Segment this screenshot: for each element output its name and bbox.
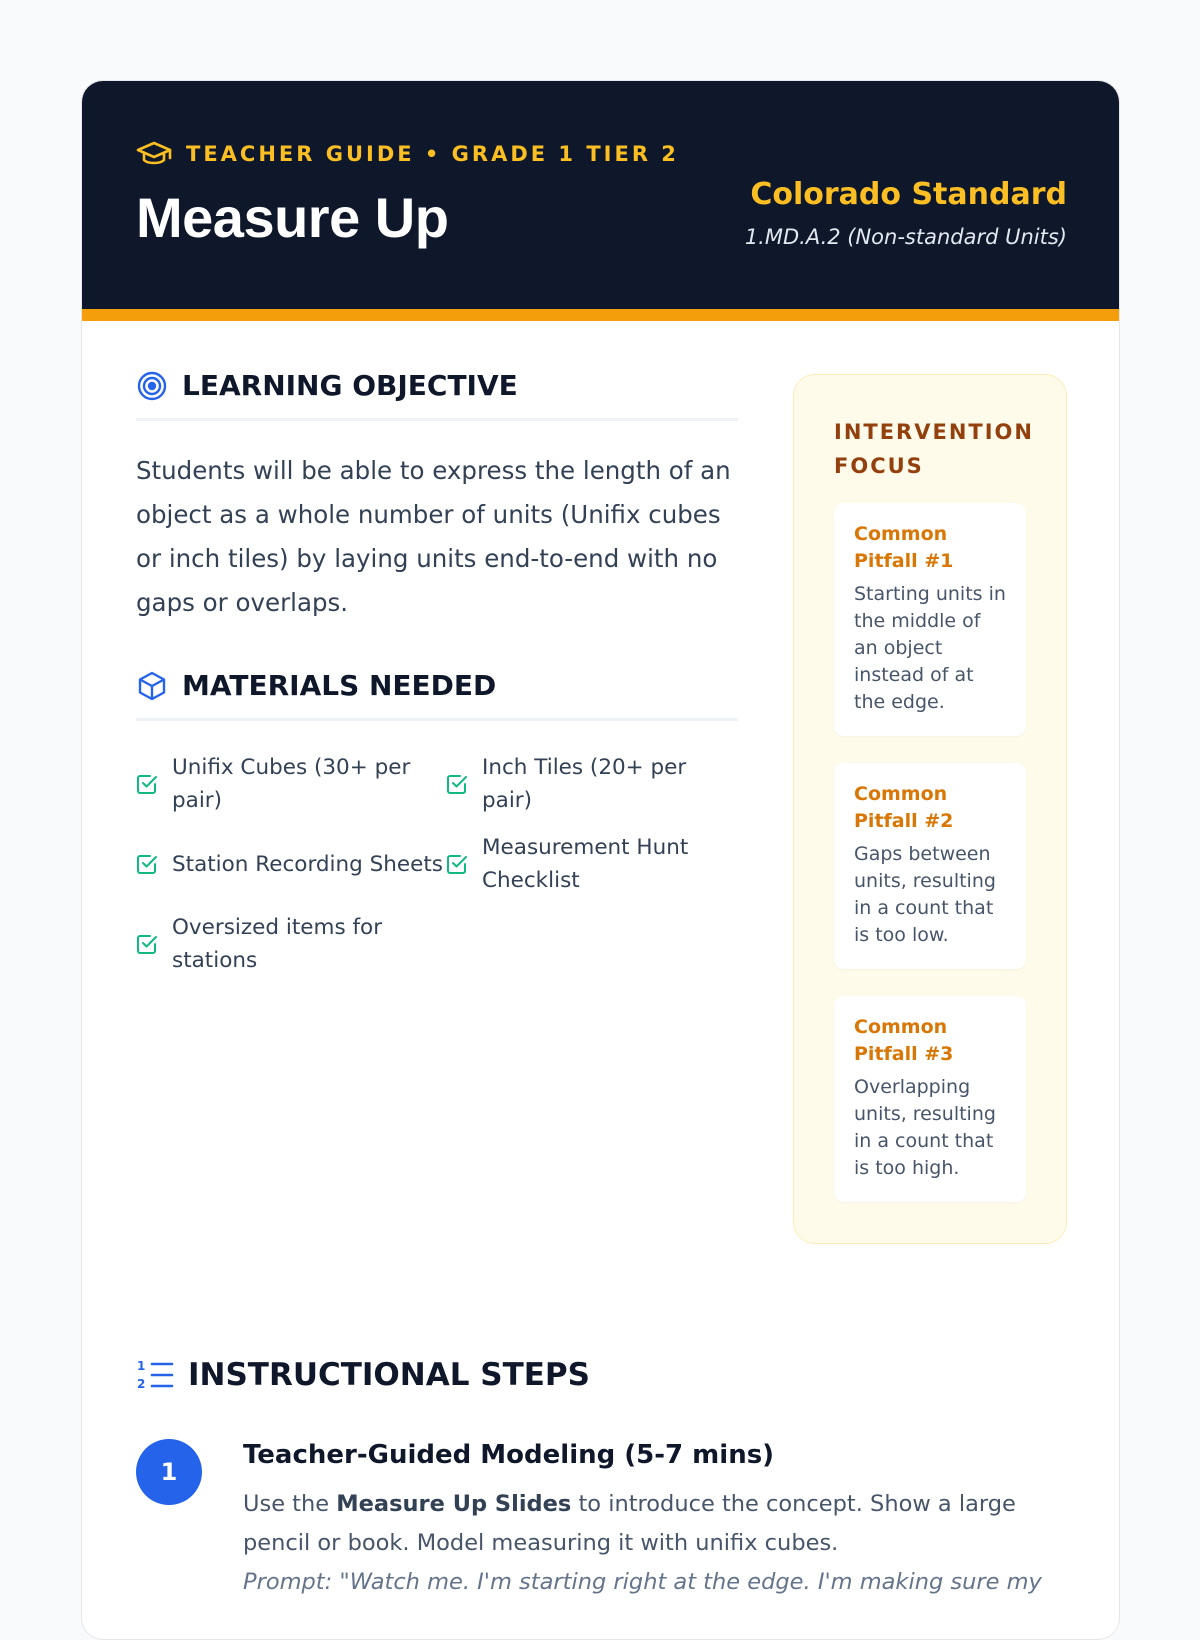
intervention-panel [793, 374, 1067, 1244]
box-icon [136, 670, 168, 702]
step-text-before: Use the [243, 1491, 337, 1517]
material-label: Measurement Hunt Checklist [482, 835, 689, 893]
eyebrow-text: TEACHER GUIDE • GRADE 1 TIER 2 [186, 142, 679, 166]
pitfall-title: Common Pitfall #3 [854, 1016, 954, 1065]
objective-text: Students will be able to express the length of an object as a whole number of units (Unifix cubes or inch tiles) by laying units end-to-end with no gaps or overlaps. [136, 456, 731, 617]
material-label: Inch Tiles (20+ per pair) [482, 755, 687, 813]
svg-text:2: 2 [137, 1377, 146, 1391]
step-title: Teacher-Guided Modeling (5-7 mins) [243, 1440, 775, 1470]
graduation-cap-icon [136, 139, 172, 169]
material-label: Oversized items for stations [172, 915, 383, 973]
pitfall-title: Common Pitfall #2 [854, 783, 954, 832]
material-item [136, 911, 446, 977]
main-column [136, 369, 738, 977]
svg-text:1: 1 [137, 1359, 146, 1373]
objective-heading [136, 369, 738, 421]
check-square-icon [136, 773, 158, 795]
target-icon [136, 370, 168, 402]
standard-code: 1.MD.A.2 (Non-standard Units) [744, 225, 1067, 249]
materials-list [136, 751, 738, 977]
materials-title: MATERIALS NEEDED [182, 669, 497, 702]
pitfall-card [834, 503, 1026, 736]
materials-heading [136, 669, 738, 721]
step-prompt: Prompt: "Watch me. I'm starting right at the edge. I'm making sure my [243, 1569, 1042, 1595]
standard-title: Colorado Standard [750, 177, 1067, 212]
page-title: Measure Up [136, 186, 449, 249]
material-item [136, 831, 446, 897]
eyebrow [136, 139, 679, 169]
material-item [446, 751, 736, 817]
check-square-icon [446, 853, 468, 875]
pitfall-card [834, 763, 1026, 969]
lesson-card [81, 80, 1120, 1640]
objective-title: LEARNING OBJECTIVE [182, 369, 518, 402]
step-item [243, 1435, 1063, 1602]
pitfall-text: Starting units in the middle of an object instead of at the edge. [854, 583, 1006, 713]
material-label: Unifix Cubes (30+ per pair) [172, 755, 411, 813]
pitfall-text: Gaps between units, resulting in a count that is too low. [854, 843, 996, 946]
check-square-icon [136, 853, 158, 875]
pitfall-text: Overlapping units, resulting in a count that is too high. [854, 1076, 996, 1179]
material-item [136, 751, 446, 817]
step-text-after: to introduce the concept. Show a large pencil or book. Model measuring it with unifix cubes. [243, 1491, 1016, 1556]
steps-heading [136, 1357, 590, 1393]
step-description [243, 1485, 1063, 1563]
lesson-header [82, 81, 1119, 321]
pitfall-title: Common Pitfall #1 [854, 523, 954, 572]
step-text-bold: Measure Up Slides [336, 1491, 572, 1517]
step-number-badge: 1 [136, 1439, 202, 1505]
check-square-icon [136, 933, 158, 955]
steps-title: INSTRUCTIONAL STEPS [188, 1357, 590, 1393]
material-label: Station Recording Sheets [172, 851, 443, 877]
material-item [446, 831, 736, 897]
intervention-title: INTERVENTION FOCUS [834, 420, 1034, 478]
check-square-icon [446, 773, 468, 795]
pitfall-card [834, 996, 1026, 1202]
numbered-list-icon [136, 1358, 174, 1392]
